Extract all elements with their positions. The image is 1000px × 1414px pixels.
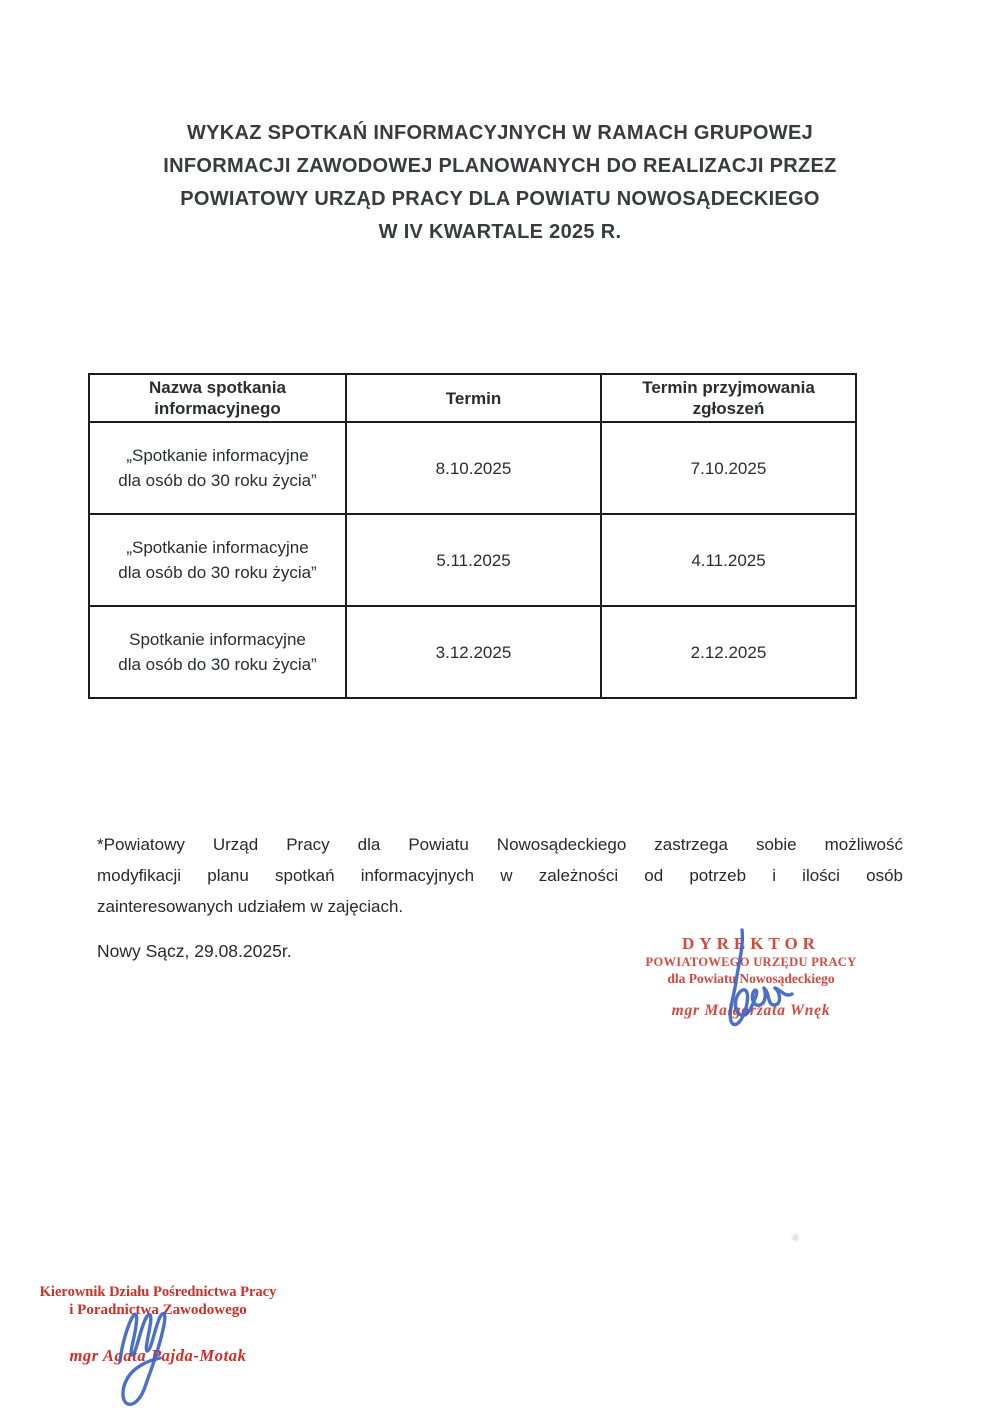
meeting-name-line-2: dla osób do 30 roku życia” [118, 655, 317, 674]
footnote-line-2: modyfikacji planu spotkań informacyjnych w zależności od potrzeb i ilości osób [97, 866, 903, 885]
meeting-name-line-1: „Spotkanie informacyjne [126, 538, 309, 557]
manager-stamp-title-line-2: i Poradnictwa Zawodowego [69, 1302, 247, 1318]
termin-cell: 3.12.2025 [346, 606, 601, 698]
zgloszenia-cell: 4.11.2025 [601, 514, 856, 606]
zgloszenia-cell: 2.12.2025 [601, 606, 856, 698]
table-header-row [89, 374, 856, 422]
director-stamp-title: DYREKTOR [682, 934, 820, 953]
director-name: mgr Małgorzata Wnęk [671, 1002, 831, 1019]
footnote-line-1: *Powiatowy Urząd Pracy dla Powiatu Nowosądeckiego zastrzega sobie możliwość [97, 835, 903, 854]
manager-stamp [18, 1284, 298, 1366]
footnote [97, 829, 903, 922]
document-title [0, 117, 1000, 249]
table-row [89, 422, 856, 514]
manager-name: mgr Agata Pajda-Motak [69, 1346, 247, 1365]
meetings-table-container [88, 373, 857, 699]
meeting-name-cell [89, 422, 346, 514]
director-stamp [611, 934, 891, 1020]
meeting-name-cell [89, 514, 346, 606]
title-line-2: INFORMACJI ZAWODOWEJ PLANOWANYCH DO REALIZACJI PRZEZ [163, 155, 837, 177]
director-stamp-office-regular: POWIATOWEGO URZĘDU [645, 955, 812, 969]
meeting-name-line-2: dla osób do 30 roku życia” [118, 471, 317, 490]
place-and-date: Nowy Sącz, 29.08.2025r. [97, 941, 292, 961]
termin-cell: 8.10.2025 [346, 422, 601, 514]
director-stamp-office [611, 955, 891, 970]
termin-cell: 5.11.2025 [346, 514, 601, 606]
meeting-name-cell [89, 606, 346, 698]
title-line-4: W IV KWARTALE 2025 R. [378, 221, 622, 243]
meeting-name-line-2: dla osób do 30 roku życia” [118, 563, 317, 582]
header-termin-zgloszen: Termin przyjmowania zgłoszeń [601, 374, 856, 422]
zgloszenia-cell: 7.10.2025 [601, 422, 856, 514]
footnote-line-3: zainteresowanych udziałem w zajęciach. [97, 897, 404, 916]
title-line-3: POWIATOWY URZĄD PRACY DLA POWIATU NOWOSĄDECKIEGO [180, 188, 820, 210]
meeting-name-line-1: „Spotkanie informacyjne [126, 446, 309, 465]
scan-artifact-dot [792, 1234, 799, 1241]
director-stamp-office-bold: PRACY [811, 955, 857, 969]
header-meeting-name: Nazwa spotkania informacyjnego [89, 374, 346, 422]
header-termin: Termin [346, 374, 601, 422]
manager-stamp-title-line-1: Kierownik Działu Pośrednictwa Pracy [39, 1284, 277, 1300]
director-stamp-district: dla Powiatu Nowosądeckiego [667, 971, 835, 986]
meetings-table [88, 373, 857, 699]
table-row [89, 514, 856, 606]
meeting-name-line-1: Spotkanie informacyjne [129, 630, 306, 649]
title-line-1: WYKAZ SPOTKAŃ INFORMACYJNYCH W RAMACH GRUPOWEJ [186, 122, 814, 144]
table-row [89, 606, 856, 698]
